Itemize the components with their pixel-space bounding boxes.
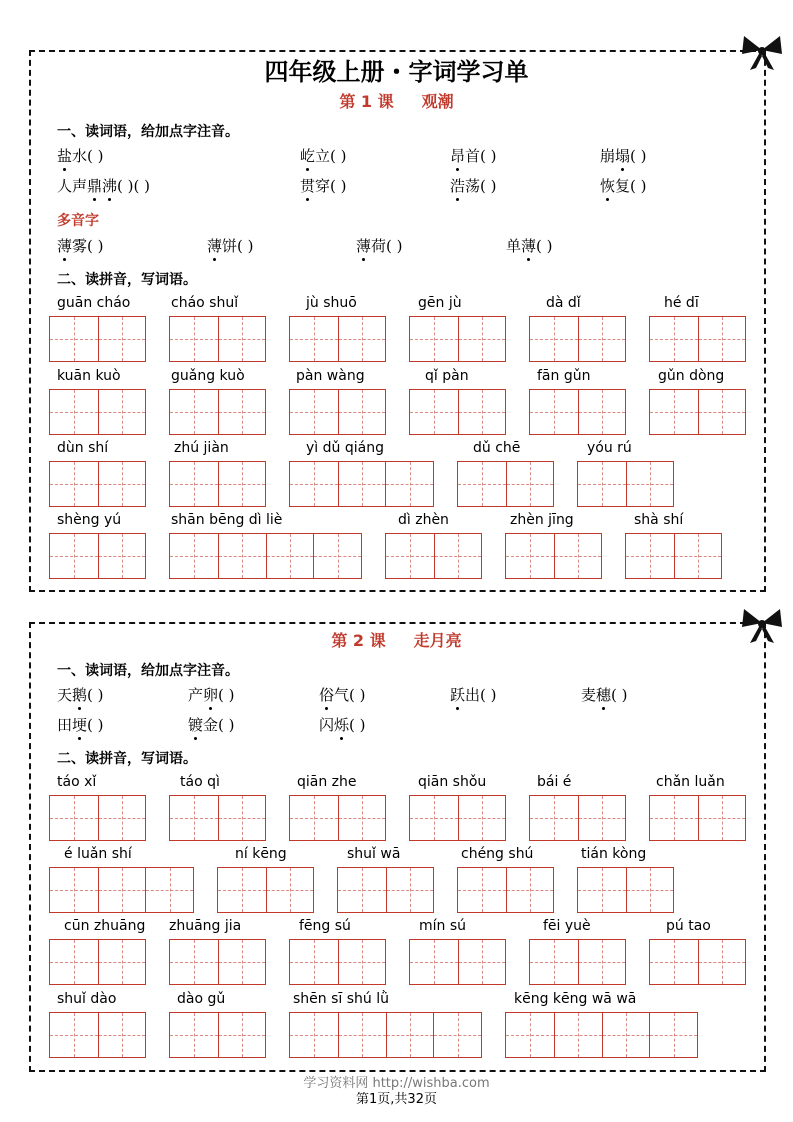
page-number: 第1页,共32页	[356, 1092, 437, 1107]
pinyin-label: qiān zhe	[297, 774, 357, 790]
writing-grid[interactable]	[49, 795, 146, 841]
writing-grid[interactable]	[505, 1012, 698, 1058]
writing-grid[interactable]	[49, 389, 146, 435]
pinyin-label: chǎn luǎn	[656, 774, 725, 790]
word-item: 单薄( )	[506, 237, 553, 255]
pinyin-label: dǔ chē	[473, 440, 521, 456]
pinyin-label: é luǎn shí	[64, 846, 132, 862]
pinyin-label: dào gǔ	[177, 991, 226, 1007]
word-item: 昂首( )	[450, 147, 497, 165]
pinyin-label: zhú jiàn	[174, 440, 229, 456]
writing-grid[interactable]	[49, 867, 194, 913]
writing-grid[interactable]	[529, 795, 626, 841]
pinyin-label: fān gǔn	[537, 368, 591, 384]
writing-grid[interactable]	[529, 389, 626, 435]
pinyin-label: táo qì	[180, 774, 220, 790]
lesson1-section2-heading: 二、读拼音，写词语。	[57, 272, 197, 288]
writing-grid[interactable]	[217, 867, 314, 913]
pinyin-label: qiān shǒu	[418, 774, 487, 790]
lesson1-number: 第 1 课	[339, 92, 394, 111]
pinyin-label: zhuāng jia	[169, 918, 242, 934]
writing-grid[interactable]	[457, 867, 554, 913]
pinyin-label: kēng kēng wā wā	[514, 991, 637, 1007]
writing-grid[interactable]	[169, 533, 362, 579]
writing-grid[interactable]	[169, 795, 266, 841]
pinyin-label: guān cháo	[57, 295, 131, 311]
lesson2-name: 走月亮	[413, 631, 462, 650]
pinyin-label: fēi yuè	[543, 918, 591, 934]
writing-grid[interactable]	[337, 867, 434, 913]
writing-grid[interactable]	[649, 316, 746, 362]
pinyin-label: shān bēng dì liè	[171, 512, 283, 528]
lesson1-heading	[0, 89, 793, 112]
writing-grid[interactable]	[577, 461, 674, 507]
polyphone-heading: 多音字	[57, 213, 99, 229]
pinyin-label: tián kòng	[581, 846, 647, 862]
writing-grid[interactable]	[289, 939, 386, 985]
lesson2-heading	[0, 628, 793, 651]
word-item: 天鹅( )	[57, 686, 104, 704]
writing-grid[interactable]	[49, 533, 146, 579]
pinyin-label: gǔn dòng	[658, 368, 725, 384]
word-item: 薄饼( )	[207, 237, 254, 255]
word-item: 薄荷( )	[356, 237, 403, 255]
pinyin-label: guǎng kuò	[171, 368, 245, 384]
pinyin-label: chéng shú	[461, 846, 534, 862]
word-item: 俗气( )	[319, 686, 366, 704]
pinyin-label: pú tao	[666, 918, 711, 934]
lesson2-section1-heading: 一、读词语，给加点字注音。	[57, 663, 239, 679]
writing-grid[interactable]	[577, 867, 674, 913]
pinyin-label: gēn jù	[418, 295, 462, 311]
pinyin-label: jù shuō	[306, 295, 357, 311]
writing-grid[interactable]	[289, 461, 434, 507]
lesson2-section2-heading: 二、读拼音，写词语。	[57, 751, 197, 767]
writing-grid[interactable]	[529, 939, 626, 985]
writing-grid[interactable]	[505, 533, 602, 579]
pinyin-label: yóu rú	[587, 440, 632, 456]
word-item: 闪烁( )	[319, 716, 366, 734]
writing-grid[interactable]	[49, 1012, 146, 1058]
word-item: 屹立( )	[300, 147, 347, 165]
pinyin-label: dà dǐ	[546, 295, 581, 311]
writing-grid[interactable]	[49, 316, 146, 362]
word-item: 薄雾( )	[57, 237, 104, 255]
writing-grid[interactable]	[169, 316, 266, 362]
word-item: 麦穗( )	[581, 686, 628, 704]
pinyin-label: mín sú	[419, 918, 467, 934]
lesson2-number: 第 2 课	[331, 631, 386, 650]
word-item: 崩塌( )	[600, 147, 647, 165]
writing-grid[interactable]	[169, 389, 266, 435]
writing-grid[interactable]	[169, 1012, 266, 1058]
pinyin-label: shēn sī shú lǜ	[293, 991, 389, 1007]
pinyin-label: bái é	[537, 774, 572, 790]
writing-grid[interactable]	[649, 939, 746, 985]
word-item: 浩荡( )	[450, 177, 497, 195]
writing-grid[interactable]	[649, 389, 746, 435]
word-item: 产卵( )	[188, 686, 235, 704]
word-item: 贯穿( )	[300, 177, 347, 195]
word-item: 恢复( )	[600, 177, 647, 195]
writing-grid[interactable]	[649, 795, 746, 841]
writing-grid[interactable]	[169, 461, 266, 507]
writing-grid[interactable]	[289, 316, 386, 362]
pinyin-label: qǐ pàn	[425, 368, 469, 384]
writing-grid[interactable]	[409, 316, 506, 362]
pinyin-label: shuǐ wā	[347, 846, 401, 862]
lesson1-section1-heading: 一、读词语，给加点字注音。	[57, 124, 239, 140]
pinyin-label: ní kēng	[235, 846, 287, 862]
writing-grid[interactable]	[289, 1012, 482, 1058]
lesson1-name: 观潮	[421, 92, 454, 111]
writing-grid[interactable]	[169, 939, 266, 985]
pinyin-label: hé dī	[664, 295, 699, 311]
writing-grid[interactable]	[49, 461, 146, 507]
pinyin-label: shèng yú	[57, 512, 122, 528]
writing-grid[interactable]	[529, 316, 626, 362]
writing-grid[interactable]	[289, 795, 386, 841]
pinyin-label: yì dǔ qiáng	[306, 440, 384, 456]
pinyin-label: fēng sú	[299, 918, 351, 934]
writing-grid[interactable]	[385, 533, 482, 579]
writing-grid[interactable]	[409, 795, 506, 841]
pinyin-label: cūn zhuāng	[64, 918, 146, 934]
footer-watermark: 学习资料网 http://wishba.com	[303, 1076, 490, 1091]
pinyin-label: táo xǐ	[57, 774, 97, 790]
word-item: 人声鼎沸( )( )	[57, 177, 150, 195]
writing-grid[interactable]	[457, 461, 554, 507]
pinyin-label: shà shí	[634, 512, 684, 528]
pinyin-label: cháo shuǐ	[171, 295, 239, 311]
pinyin-label: zhèn jīng	[510, 512, 574, 528]
writing-grid[interactable]	[409, 939, 506, 985]
word-item: 跃出( )	[450, 686, 497, 704]
word-item: 盐水( )	[57, 147, 104, 165]
pinyin-label: dùn shí	[57, 440, 109, 456]
word-item: 田埂( )	[57, 716, 104, 734]
page-title: 四年级上册・字词学习单	[264, 58, 529, 86]
writing-grid[interactable]	[625, 533, 722, 579]
pinyin-label: dì zhèn	[398, 512, 449, 528]
writing-grid[interactable]	[49, 939, 146, 985]
pinyin-label: kuān kuò	[57, 368, 121, 384]
pinyin-label: shuǐ dào	[57, 991, 117, 1007]
pinyin-label: pàn wàng	[296, 368, 365, 384]
writing-grid[interactable]	[409, 389, 506, 435]
writing-grid[interactable]	[289, 389, 386, 435]
word-item: 镀金( )	[188, 716, 235, 734]
